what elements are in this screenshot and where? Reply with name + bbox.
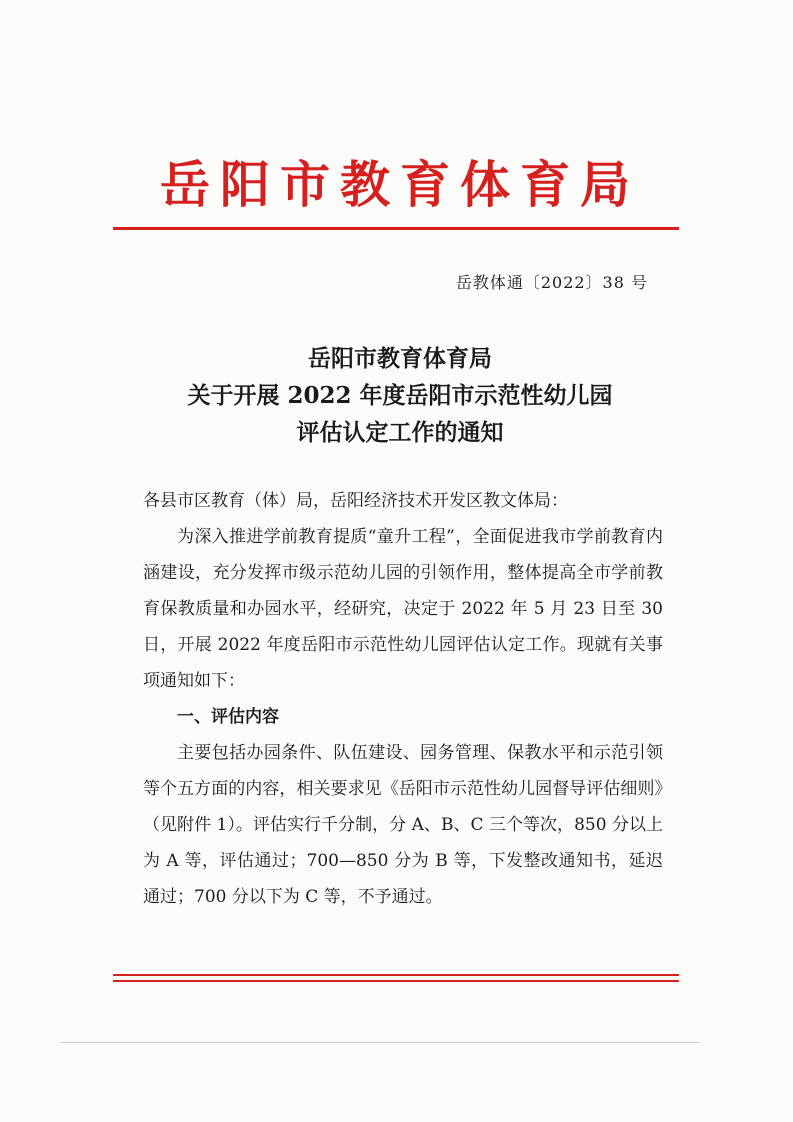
document-body xyxy=(143,483,663,915)
title-line-2: 关于开展 2022 年度岳阳市示范性幼儿园 xyxy=(187,382,613,409)
document-number: 岳教体通〔2022〕38 号 xyxy=(455,273,648,292)
footer-red-rule-upper xyxy=(113,974,679,976)
scan-artifact-line xyxy=(60,1042,700,1043)
organization-header: 岳阳市教育体育局 xyxy=(160,155,640,214)
footer-red-rule-lower xyxy=(113,980,679,982)
title-line-3: 评估认定工作的通知 xyxy=(296,419,504,446)
paragraph-intro: 为深入推进学前教育提质“童升工程”，全面促进我市学前教育内涵建设，充分发挥市级示范幼儿园的引领作用，整体提高全市学前教育保教质量和办园水平，经研究，决定于 2022 年 5 月 23 日至 30 日，开展 2022 年度岳阳市示范性幼儿园评估认定工作。现就有关事项通知如下： xyxy=(143,527,663,691)
salutation: 各县市区教育（体）局，岳阳经济技术开发区教文体局： xyxy=(143,491,568,511)
header-red-rule xyxy=(113,227,679,230)
section-heading-1: 一、评估内容 xyxy=(177,707,279,727)
title-line-1: 岳阳市教育体育局 xyxy=(308,345,492,372)
paragraph-evaluation-content: 主要包括办园条件、队伍建设、园务管理、保教水平和示范引领等个五方面的内容，相关要求见《岳阳市示范性幼儿园督导评估细则》（见附件 1）。评估实行千分制，分 A、B、C 三个等次，850 分以上为 A 等，评估通过；700—850 分为 B 等，下发整改通知书，延迟通过；700 分以下为 C 等，不予通过。 xyxy=(143,743,663,907)
document-title xyxy=(120,340,680,451)
